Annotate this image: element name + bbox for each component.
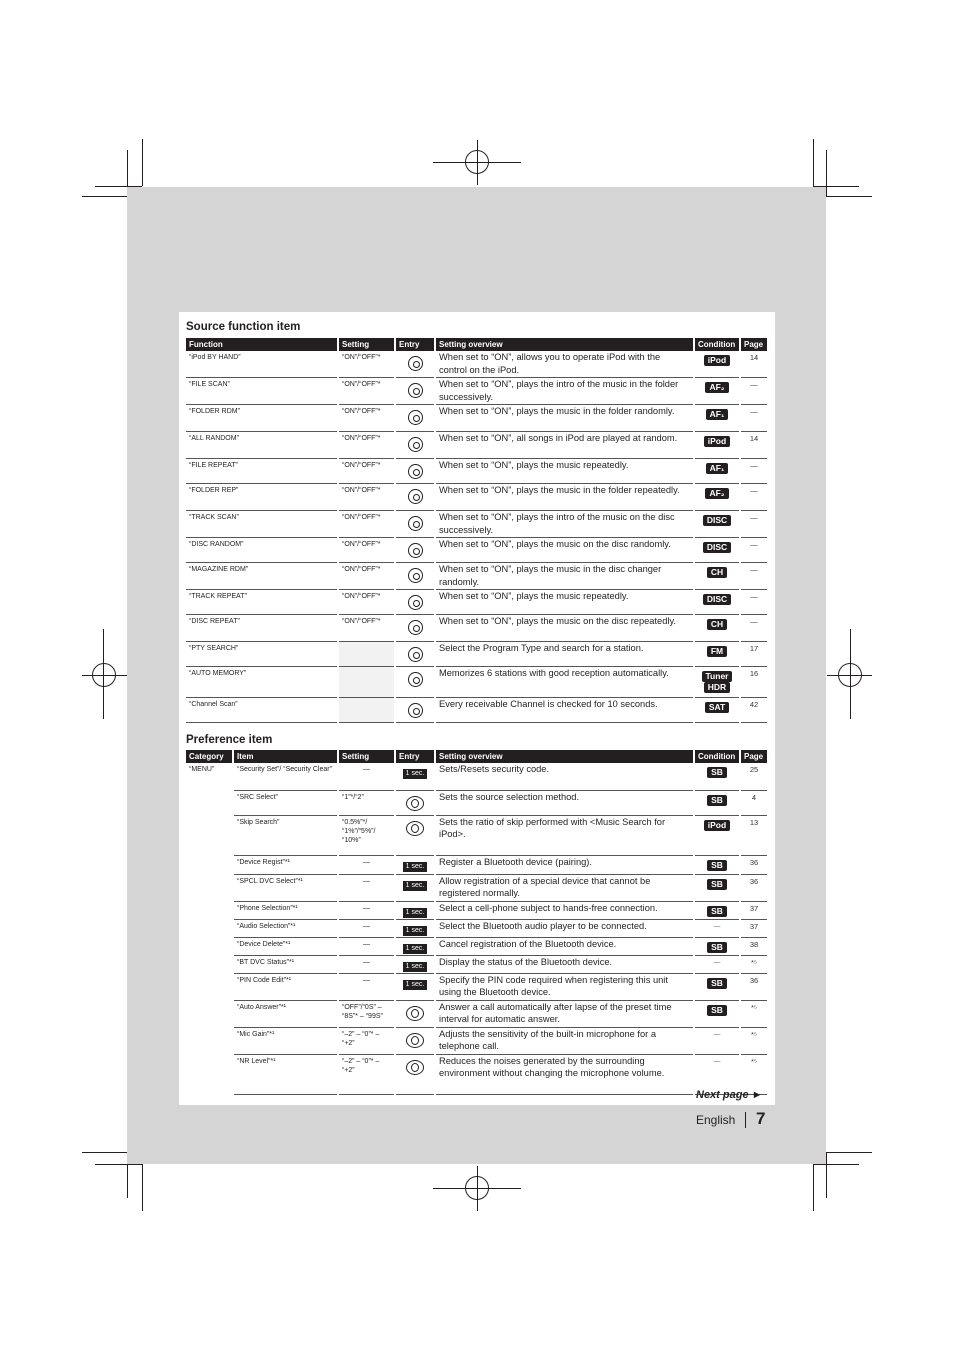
knob-icon bbox=[408, 516, 423, 531]
page-cell: *⁵ bbox=[740, 1054, 768, 1094]
header-condition: Condition bbox=[694, 338, 740, 351]
crop-mark bbox=[82, 1152, 128, 1153]
setting-cell: “ON”/“OFF”* bbox=[338, 615, 395, 642]
page-cell: 14 bbox=[740, 351, 768, 378]
condition-badge: DISC bbox=[703, 542, 731, 553]
setting-cell: “ON”/“OFF”* bbox=[338, 590, 395, 615]
condition-badge: SB bbox=[707, 860, 727, 871]
function-cell: “DISC RANDOM” bbox=[186, 538, 338, 563]
table-row bbox=[186, 763, 768, 790]
item-cell: “Phone Selection”*¹ bbox=[233, 901, 338, 919]
item-cell: “Device Delete”*¹ bbox=[233, 937, 338, 955]
entry-cell bbox=[395, 815, 435, 855]
overview-cell: Select the Program Type and search for a station. bbox=[435, 642, 694, 667]
table-row bbox=[186, 955, 768, 973]
condition-cell bbox=[694, 667, 740, 698]
header-entry: Entry bbox=[395, 750, 435, 763]
knob-icon bbox=[408, 356, 423, 371]
function-cell: “FILE REPEAT” bbox=[186, 459, 338, 484]
overview-cell: Every receivable Channel is checked for 10 seconds. bbox=[435, 698, 694, 723]
table-row bbox=[186, 790, 768, 815]
registration-circle bbox=[92, 663, 116, 687]
source-section-title: Source function item bbox=[186, 321, 301, 333]
entry-cell bbox=[395, 615, 435, 642]
condition-cell bbox=[694, 405, 740, 432]
page-cell: — bbox=[740, 378, 768, 405]
condition-badge: SB bbox=[707, 978, 727, 989]
setting-cell: — bbox=[338, 919, 395, 937]
condition-cell bbox=[694, 432, 740, 459]
overview-cell: Specify the PIN code required when registering this unit using the Bluetooth device. bbox=[435, 973, 694, 1000]
table-row bbox=[186, 815, 768, 855]
overview-cell: Sets the ratio of skip performed with <Music Search for iPod>. bbox=[435, 815, 694, 855]
condition-cell bbox=[694, 790, 740, 815]
crop-mark bbox=[95, 1164, 142, 1165]
condition-badge: FM bbox=[707, 646, 727, 657]
condition-badge: SB bbox=[707, 942, 727, 953]
condition-cell bbox=[694, 919, 740, 937]
condition-badge: CH bbox=[707, 619, 727, 630]
knob-icon bbox=[408, 437, 423, 452]
condition-cell bbox=[694, 1027, 740, 1054]
entry-cell bbox=[395, 790, 435, 815]
one-sec-badge: 1 sec. bbox=[403, 962, 428, 972]
condition-cell bbox=[694, 1000, 740, 1027]
crop-mark bbox=[826, 1152, 827, 1198]
overview-cell: Sets the source selection method. bbox=[435, 790, 694, 815]
entry-cell bbox=[395, 698, 435, 723]
condition-badge: Tuner bbox=[702, 671, 733, 682]
condition-cell bbox=[694, 874, 740, 901]
item-cell: “Skip Search” bbox=[233, 815, 338, 855]
function-cell: “iPod BY HAND” bbox=[186, 351, 338, 378]
one-sec-badge: 1 sec. bbox=[403, 944, 428, 954]
function-cell: “TRACK SCAN” bbox=[186, 511, 338, 538]
table-row bbox=[186, 698, 768, 723]
condition-badge: CH bbox=[707, 567, 727, 578]
table-row bbox=[186, 919, 768, 937]
condition-badge: iPod bbox=[704, 436, 730, 447]
setting-cell: — bbox=[338, 937, 395, 955]
table-row bbox=[186, 874, 768, 901]
condition-badge: AF₂ bbox=[705, 382, 728, 393]
overview-cell: Reduces the noises generated by the surrounding environment without changing the microphone volume. bbox=[435, 1054, 694, 1094]
condition-cell bbox=[694, 937, 740, 955]
overview-cell: Register a Bluetooth device (pairing). bbox=[435, 855, 694, 874]
setting-cell: “ON”/“OFF”* bbox=[338, 563, 395, 590]
one-sec-badge: 1 sec. bbox=[403, 926, 428, 936]
condition-cell bbox=[694, 1054, 740, 1094]
overview-cell: When set to “ON”, allows you to operate iPod with the control on the iPod. bbox=[435, 351, 694, 378]
setting-cell: — bbox=[338, 874, 395, 901]
condition-cell bbox=[694, 511, 740, 538]
rotate-icon bbox=[406, 796, 424, 811]
table-row bbox=[186, 1000, 768, 1027]
condition-cell bbox=[694, 563, 740, 590]
entry-cell bbox=[395, 1000, 435, 1027]
table-row bbox=[186, 642, 768, 667]
condition-cell bbox=[694, 642, 740, 667]
page-cell: — bbox=[740, 590, 768, 615]
header-entry: Entry bbox=[395, 338, 435, 351]
setting-cell: “ON”/“OFF”* bbox=[338, 484, 395, 511]
knob-icon bbox=[408, 703, 423, 718]
overview-cell: Select the Bluetooth audio player to be connected. bbox=[435, 919, 694, 937]
knob-icon bbox=[408, 620, 423, 635]
condition-cell bbox=[694, 901, 740, 919]
page-cell: — bbox=[740, 615, 768, 642]
overview-cell: Select a cell-phone subject to hands-free connection. bbox=[435, 901, 694, 919]
overview-cell: When set to “ON”, plays the music in the disc changer randomly. bbox=[435, 563, 694, 590]
condition-none: — bbox=[713, 1030, 721, 1038]
rotate-icon bbox=[406, 1060, 424, 1075]
condition-cell bbox=[694, 538, 740, 563]
setting-cell: “ON”/“OFF”* bbox=[338, 351, 395, 378]
condition-badge: HDR bbox=[704, 682, 730, 693]
page-cell: 25 bbox=[740, 763, 768, 790]
page-cell: 4 bbox=[740, 790, 768, 815]
one-sec-badge: 1 sec. bbox=[403, 881, 428, 891]
registration-circle bbox=[838, 663, 862, 687]
crop-mark bbox=[142, 1164, 143, 1211]
entry-cell bbox=[395, 563, 435, 590]
rotate-icon bbox=[406, 821, 424, 836]
setting-cell: “ON”/“OFF”* bbox=[338, 511, 395, 538]
preference-item-table bbox=[186, 750, 769, 1095]
page-cell: 36 bbox=[740, 855, 768, 874]
condition-cell bbox=[694, 459, 740, 484]
entry-cell bbox=[395, 667, 435, 698]
registration-circle bbox=[465, 1176, 489, 1200]
page-cell: — bbox=[740, 459, 768, 484]
setting-cell bbox=[338, 667, 395, 698]
overview-cell: When set to “ON”, plays the music in the folder repeatedly. bbox=[435, 484, 694, 511]
condition-cell bbox=[694, 815, 740, 855]
header-setting-overview: Setting overview bbox=[435, 338, 694, 351]
header-setting: Setting bbox=[338, 750, 395, 763]
table-row bbox=[186, 459, 768, 484]
table-row bbox=[186, 351, 768, 378]
crop-mark bbox=[813, 139, 814, 186]
condition-none: — bbox=[713, 922, 721, 930]
entry-cell bbox=[395, 511, 435, 538]
condition-badge: DISC bbox=[703, 515, 731, 526]
setting-cell: — bbox=[338, 973, 395, 1000]
function-cell: “FOLDER RDM” bbox=[186, 405, 338, 432]
page-cell: 16 bbox=[740, 667, 768, 698]
table-row bbox=[186, 378, 768, 405]
item-cell: “Mic Gain”*¹ bbox=[233, 1027, 338, 1054]
page-cell: *⁵ bbox=[740, 955, 768, 973]
item-cell: “Audio Selection”*¹ bbox=[233, 919, 338, 937]
condition-badge: AF₁ bbox=[706, 409, 729, 420]
entry-cell bbox=[395, 405, 435, 432]
setting-cell bbox=[338, 642, 395, 667]
function-cell: “ALL RANDOM” bbox=[186, 432, 338, 459]
condition-badge: iPod bbox=[704, 355, 730, 366]
header-page: Page bbox=[740, 338, 768, 351]
table-row bbox=[186, 511, 768, 538]
entry-cell bbox=[395, 1027, 435, 1054]
one-sec-badge: 1 sec. bbox=[403, 908, 428, 918]
crop-mark bbox=[142, 139, 143, 186]
header-setting-overview: Setting overview bbox=[435, 750, 694, 763]
header-category: Category bbox=[186, 750, 233, 763]
setting-cell: “OFF”/“0S” – “8S”* – “99S” bbox=[338, 1000, 395, 1027]
function-cell: “DISC REPEAT” bbox=[186, 615, 338, 642]
overview-cell: When set to “ON”, plays the music repeatedly. bbox=[435, 459, 694, 484]
setting-cell bbox=[338, 698, 395, 723]
function-cell: “FOLDER REP” bbox=[186, 484, 338, 511]
page-cell: 37 bbox=[740, 901, 768, 919]
setting-cell: “ON”/“OFF”* bbox=[338, 378, 395, 405]
crop-mark bbox=[826, 196, 872, 197]
condition-cell bbox=[694, 590, 740, 615]
condition-cell bbox=[694, 855, 740, 874]
condition-badge: SB bbox=[707, 879, 727, 890]
function-cell: “PTY SEARCH” bbox=[186, 642, 338, 667]
condition-cell bbox=[694, 615, 740, 642]
page-number: 7 bbox=[756, 1109, 766, 1128]
condition-cell bbox=[694, 973, 740, 1000]
condition-cell bbox=[694, 484, 740, 511]
one-sec-badge: 1 sec. bbox=[403, 980, 428, 990]
item-cell: “BT DVC Status”*¹ bbox=[233, 955, 338, 973]
one-sec-badge: 1 sec. bbox=[403, 862, 428, 872]
setting-cell: “0.5%”*/ “1%”/“5%”/ “10%” bbox=[338, 815, 395, 855]
table-row bbox=[186, 937, 768, 955]
condition-cell bbox=[694, 698, 740, 723]
overview-cell: Adjusts the sensitivity of the built-in microphone for a telephone call. bbox=[435, 1027, 694, 1054]
condition-badge: SB bbox=[707, 767, 727, 778]
item-cell: “Device Regist”*¹ bbox=[233, 855, 338, 874]
condition-badge: AF₁ bbox=[706, 463, 729, 474]
overview-cell: Sets/Resets security code. bbox=[435, 763, 694, 790]
rotate-icon bbox=[406, 1033, 424, 1048]
condition-cell bbox=[694, 955, 740, 973]
setting-cell: — bbox=[338, 763, 395, 790]
header-item: Item bbox=[233, 750, 338, 763]
condition-none: — bbox=[713, 958, 721, 966]
function-cell: “FILE SCAN” bbox=[186, 378, 338, 405]
setting-cell: “ON”/“OFF”* bbox=[338, 432, 395, 459]
condition-badge: SB bbox=[707, 795, 727, 806]
item-cell: “NR Level”*¹ bbox=[233, 1054, 338, 1094]
item-cell: “SPCL DVC Select”*¹ bbox=[233, 874, 338, 901]
crop-mark bbox=[826, 1152, 872, 1153]
entry-cell bbox=[395, 590, 435, 615]
entry-cell bbox=[395, 351, 435, 378]
entry-cell bbox=[395, 459, 435, 484]
setting-cell: “–2” – “0”* – “+2” bbox=[338, 1054, 395, 1094]
rotate-icon bbox=[406, 1006, 424, 1021]
condition-cell bbox=[694, 351, 740, 378]
condition-none: — bbox=[713, 1057, 721, 1065]
table-row bbox=[186, 405, 768, 432]
function-cell: “AUTO MEMORY” bbox=[186, 667, 338, 698]
entry-cell bbox=[395, 919, 435, 937]
table-row bbox=[186, 563, 768, 590]
overview-cell: Display the status of the Bluetooth device. bbox=[435, 955, 694, 973]
page-cell: *⁵ bbox=[740, 1000, 768, 1027]
function-cell: “TRACK REPEAT” bbox=[186, 590, 338, 615]
entry-cell bbox=[395, 1054, 435, 1094]
item-cell: “SRC Select” bbox=[233, 790, 338, 815]
table-row bbox=[186, 667, 768, 698]
entry-cell bbox=[395, 538, 435, 563]
condition-badge: AF₂ bbox=[705, 488, 728, 499]
overview-cell: When set to “ON”, plays the intro of the music on the disc successively. bbox=[435, 511, 694, 538]
setting-cell: “ON”/“OFF”* bbox=[338, 405, 395, 432]
entry-cell bbox=[395, 955, 435, 973]
overview-cell: When set to “ON”, plays the music on the disc randomly. bbox=[435, 538, 694, 563]
setting-cell: — bbox=[338, 855, 395, 874]
page-cell: — bbox=[740, 538, 768, 563]
page-cell: — bbox=[740, 405, 768, 432]
page-cell: 14 bbox=[740, 432, 768, 459]
knob-icon bbox=[408, 464, 423, 479]
header-page: Page bbox=[740, 750, 768, 763]
crop-mark bbox=[813, 1164, 814, 1211]
setting-cell: “–2” – “0”* – “+2” bbox=[338, 1027, 395, 1054]
table-row bbox=[186, 432, 768, 459]
entry-cell bbox=[395, 763, 435, 790]
next-page-link[interactable]: Next page ► bbox=[696, 1089, 763, 1101]
entry-cell bbox=[395, 484, 435, 511]
entry-cell bbox=[395, 901, 435, 919]
knob-icon bbox=[408, 489, 423, 504]
setting-cell: “ON”/“OFF”* bbox=[338, 538, 395, 563]
header-condition: Condition bbox=[694, 750, 740, 763]
knob-icon bbox=[408, 383, 423, 398]
condition-badge: SB bbox=[707, 1005, 727, 1016]
entry-cell bbox=[395, 432, 435, 459]
overview-cell: When set to “ON”, plays the music repeatedly. bbox=[435, 590, 694, 615]
footer-separator bbox=[745, 1112, 746, 1128]
overview-cell: When set to “ON”, plays the music on the disc repeatedly. bbox=[435, 615, 694, 642]
table-row bbox=[186, 1027, 768, 1054]
header-setting: Setting bbox=[338, 338, 395, 351]
crop-mark bbox=[826, 150, 827, 196]
table-row bbox=[186, 484, 768, 511]
overview-cell: When set to “ON”, all songs in iPod are played at random. bbox=[435, 432, 694, 459]
preference-section-title: Preference item bbox=[186, 734, 273, 746]
table-row bbox=[186, 615, 768, 642]
overview-cell: Answer a call automatically after lapse of the preset time interval for automatic answer. bbox=[435, 1000, 694, 1027]
item-cell: “PIN Code Edit”*¹ bbox=[233, 973, 338, 1000]
setting-cell: “1”*/“2” bbox=[338, 790, 395, 815]
table-row bbox=[186, 973, 768, 1000]
item-cell: “Security Set”/ “Security Clear” bbox=[233, 763, 338, 790]
function-cell: “Channel Scan” bbox=[186, 698, 338, 723]
condition-badge: SAT bbox=[705, 702, 729, 713]
page-cell: 36 bbox=[740, 874, 768, 901]
table-row bbox=[186, 590, 768, 615]
entry-cell bbox=[395, 378, 435, 405]
language-label: English bbox=[696, 1113, 736, 1127]
condition-badge: SB bbox=[707, 906, 727, 917]
one-sec-badge: 1 sec. bbox=[403, 769, 428, 779]
setting-cell: “ON”/“OFF”* bbox=[338, 459, 395, 484]
item-cell: “Auto Answer”*¹ bbox=[233, 1000, 338, 1027]
condition-cell bbox=[694, 378, 740, 405]
entry-cell bbox=[395, 642, 435, 667]
entry-cell bbox=[395, 973, 435, 1000]
crop-mark bbox=[82, 196, 128, 197]
page-cell: 37 bbox=[740, 919, 768, 937]
registration-circle bbox=[465, 150, 489, 174]
setting-cell: — bbox=[338, 901, 395, 919]
source-function-table bbox=[186, 338, 769, 723]
page-cell: — bbox=[740, 563, 768, 590]
category-cell: “MENU” bbox=[186, 763, 233, 1094]
page-cell: 36 bbox=[740, 973, 768, 1000]
overview-cell: When set to “ON”, plays the music in the folder randomly. bbox=[435, 405, 694, 432]
header-function: Function bbox=[186, 338, 338, 351]
page-cell: 38 bbox=[740, 937, 768, 955]
condition-badge: iPod bbox=[704, 820, 730, 831]
table-row bbox=[186, 901, 768, 919]
knob-icon bbox=[408, 410, 423, 425]
table-row bbox=[186, 1054, 768, 1094]
page-cell: 42 bbox=[740, 698, 768, 723]
entry-cell bbox=[395, 874, 435, 901]
page-cell: 17 bbox=[740, 642, 768, 667]
setting-cell: — bbox=[338, 955, 395, 973]
condition-badge: DISC bbox=[703, 594, 731, 605]
page-cell: — bbox=[740, 484, 768, 511]
entry-cell bbox=[395, 937, 435, 955]
knob-icon bbox=[408, 672, 423, 687]
knob-icon bbox=[408, 543, 423, 558]
function-cell: “MAGAZINE RDM” bbox=[186, 563, 338, 590]
overview-cell: Memorizes 6 stations with good reception automatically. bbox=[435, 667, 694, 698]
crop-mark bbox=[813, 1164, 859, 1165]
overview-cell: Cancel registration of the Bluetooth device. bbox=[435, 937, 694, 955]
page-cell: 13 bbox=[740, 815, 768, 855]
condition-cell bbox=[694, 763, 740, 790]
page-cell: — bbox=[740, 511, 768, 538]
knob-icon bbox=[408, 595, 423, 610]
table-row bbox=[186, 855, 768, 874]
knob-icon bbox=[408, 647, 423, 662]
entry-cell bbox=[395, 855, 435, 874]
table-row bbox=[186, 538, 768, 563]
overview-cell: When set to “ON”, plays the intro of the music in the folder successively. bbox=[435, 378, 694, 405]
page-cell: *⁵ bbox=[740, 1027, 768, 1054]
overview-cell: Allow registration of a special device that cannot be registered normally. bbox=[435, 874, 694, 901]
knob-icon bbox=[408, 568, 423, 583]
